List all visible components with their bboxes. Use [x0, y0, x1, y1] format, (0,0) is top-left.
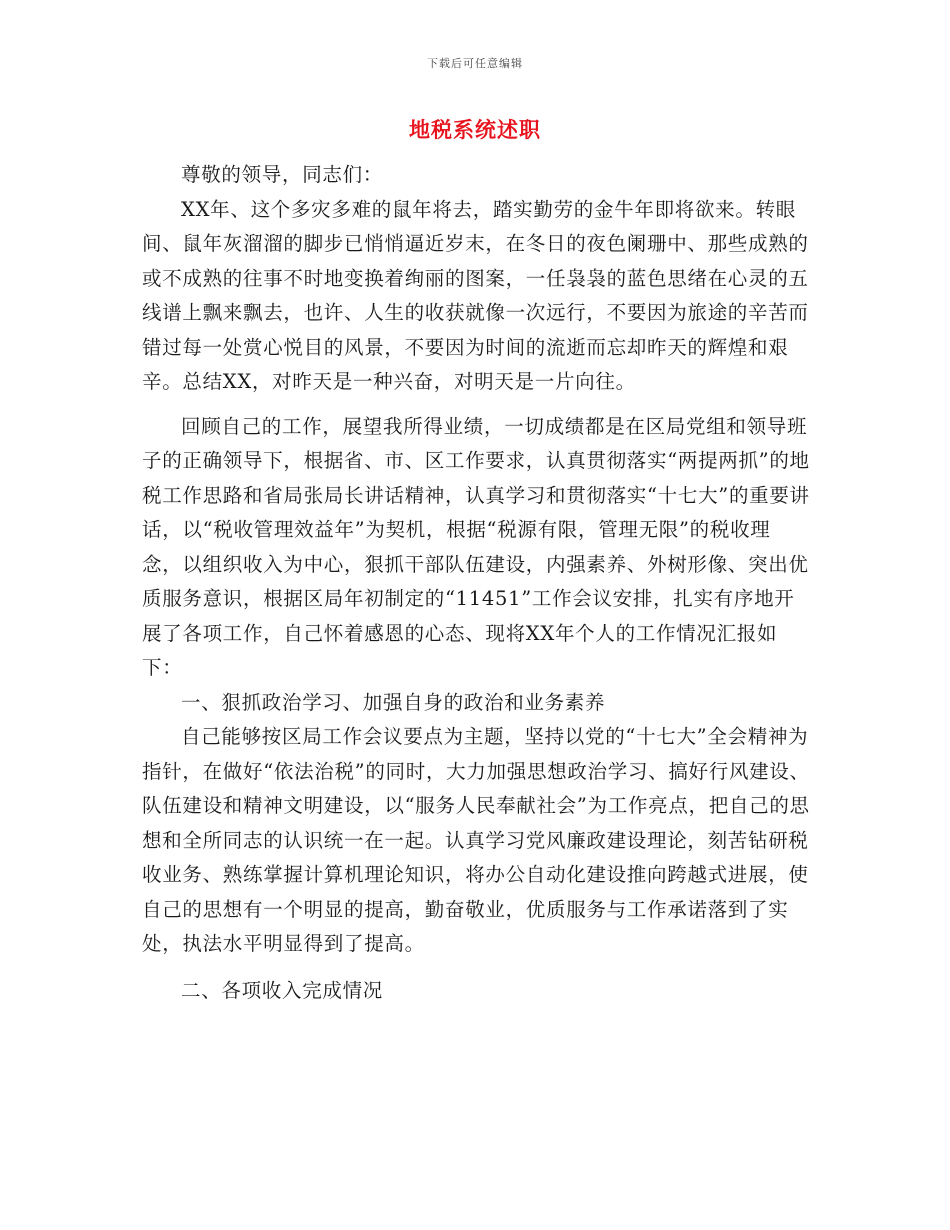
header-note: 下载后可任意编辑	[427, 57, 523, 70]
paragraph-review: 回顾自己的工作，展望我所得业绩，一切成绩都是在区局党组和领导班子的正确领导下，根据省、市、区工作要求，认真贯彻落实“两提两抓”的地税工作思路和省局张局长讲话精神，认真学习和贯彻落实“十七大”的重要讲话，以“税收管理效益年”为契机，根据“税源有限，管理无限”的税收理念，以组织收入为中心，狠抓干部队伍建设，内强素养、外树形像、突出优质服务意识，根据区局年初制定的“11451”工作会议安排，扎实有序地开展了各项工作，自己怀着感恩的心态、现将XX年个人的工作情况汇报如下：	[142, 414, 810, 679]
document-title: 地税系统述职	[409, 117, 541, 142]
paragraph-intro: XX年、这个多灾多难的鼠年将去，踏实勤劳的金牛年即将欲来。转眼间、鼠年灰溜溜的脚步已悄悄逼近岁末，在冬日的夜色阑珊中、那些成熟的或不成熟的往事不时地变换着绚丽的图案，一任袅袅的蓝色思绪在心灵的五线谱上飘来飘去，也许、人生的收获就像一次远行，不要因为旅途的辛苦而错过每一处赏心悦目的风景，不要因为时间的流逝而忘却昨天的辉煌和艰辛。总结XX，对昨天是一种兴奋，对明天是一片向往。	[142, 197, 809, 393]
section-heading-1: 一、狠抓政治学习、加强自身的政治和业务素养	[181, 690, 606, 714]
section-heading-2: 二、各项收入完成情况	[181, 978, 384, 1002]
section-paragraph-1: 自己能够按区局工作会议要点为主题，坚持以党的“十七大”全会精神为指针，在做好“依法治税”的同时，大力加强思想政治学习、搞好行风建设、队伍建设和精神文明建设，以“服务人民奉献社会”为工作亮点，把自己的思想和全所同志的认识统一在一起。认真学习党风廉政建设理论，刻苦钻研税收业务、熟练掌握计算机理论知识，将办公自动化建设推向跨越式进展，使自己的思想有一个明显的提高，勤奋敬业，优质服务与工作承诺落到了实处，执法水平明显得到了提高。	[142, 725, 810, 955]
document-body	[142, 158, 810, 1008]
salutation: 尊敬的领导，同志们：	[181, 163, 384, 186]
